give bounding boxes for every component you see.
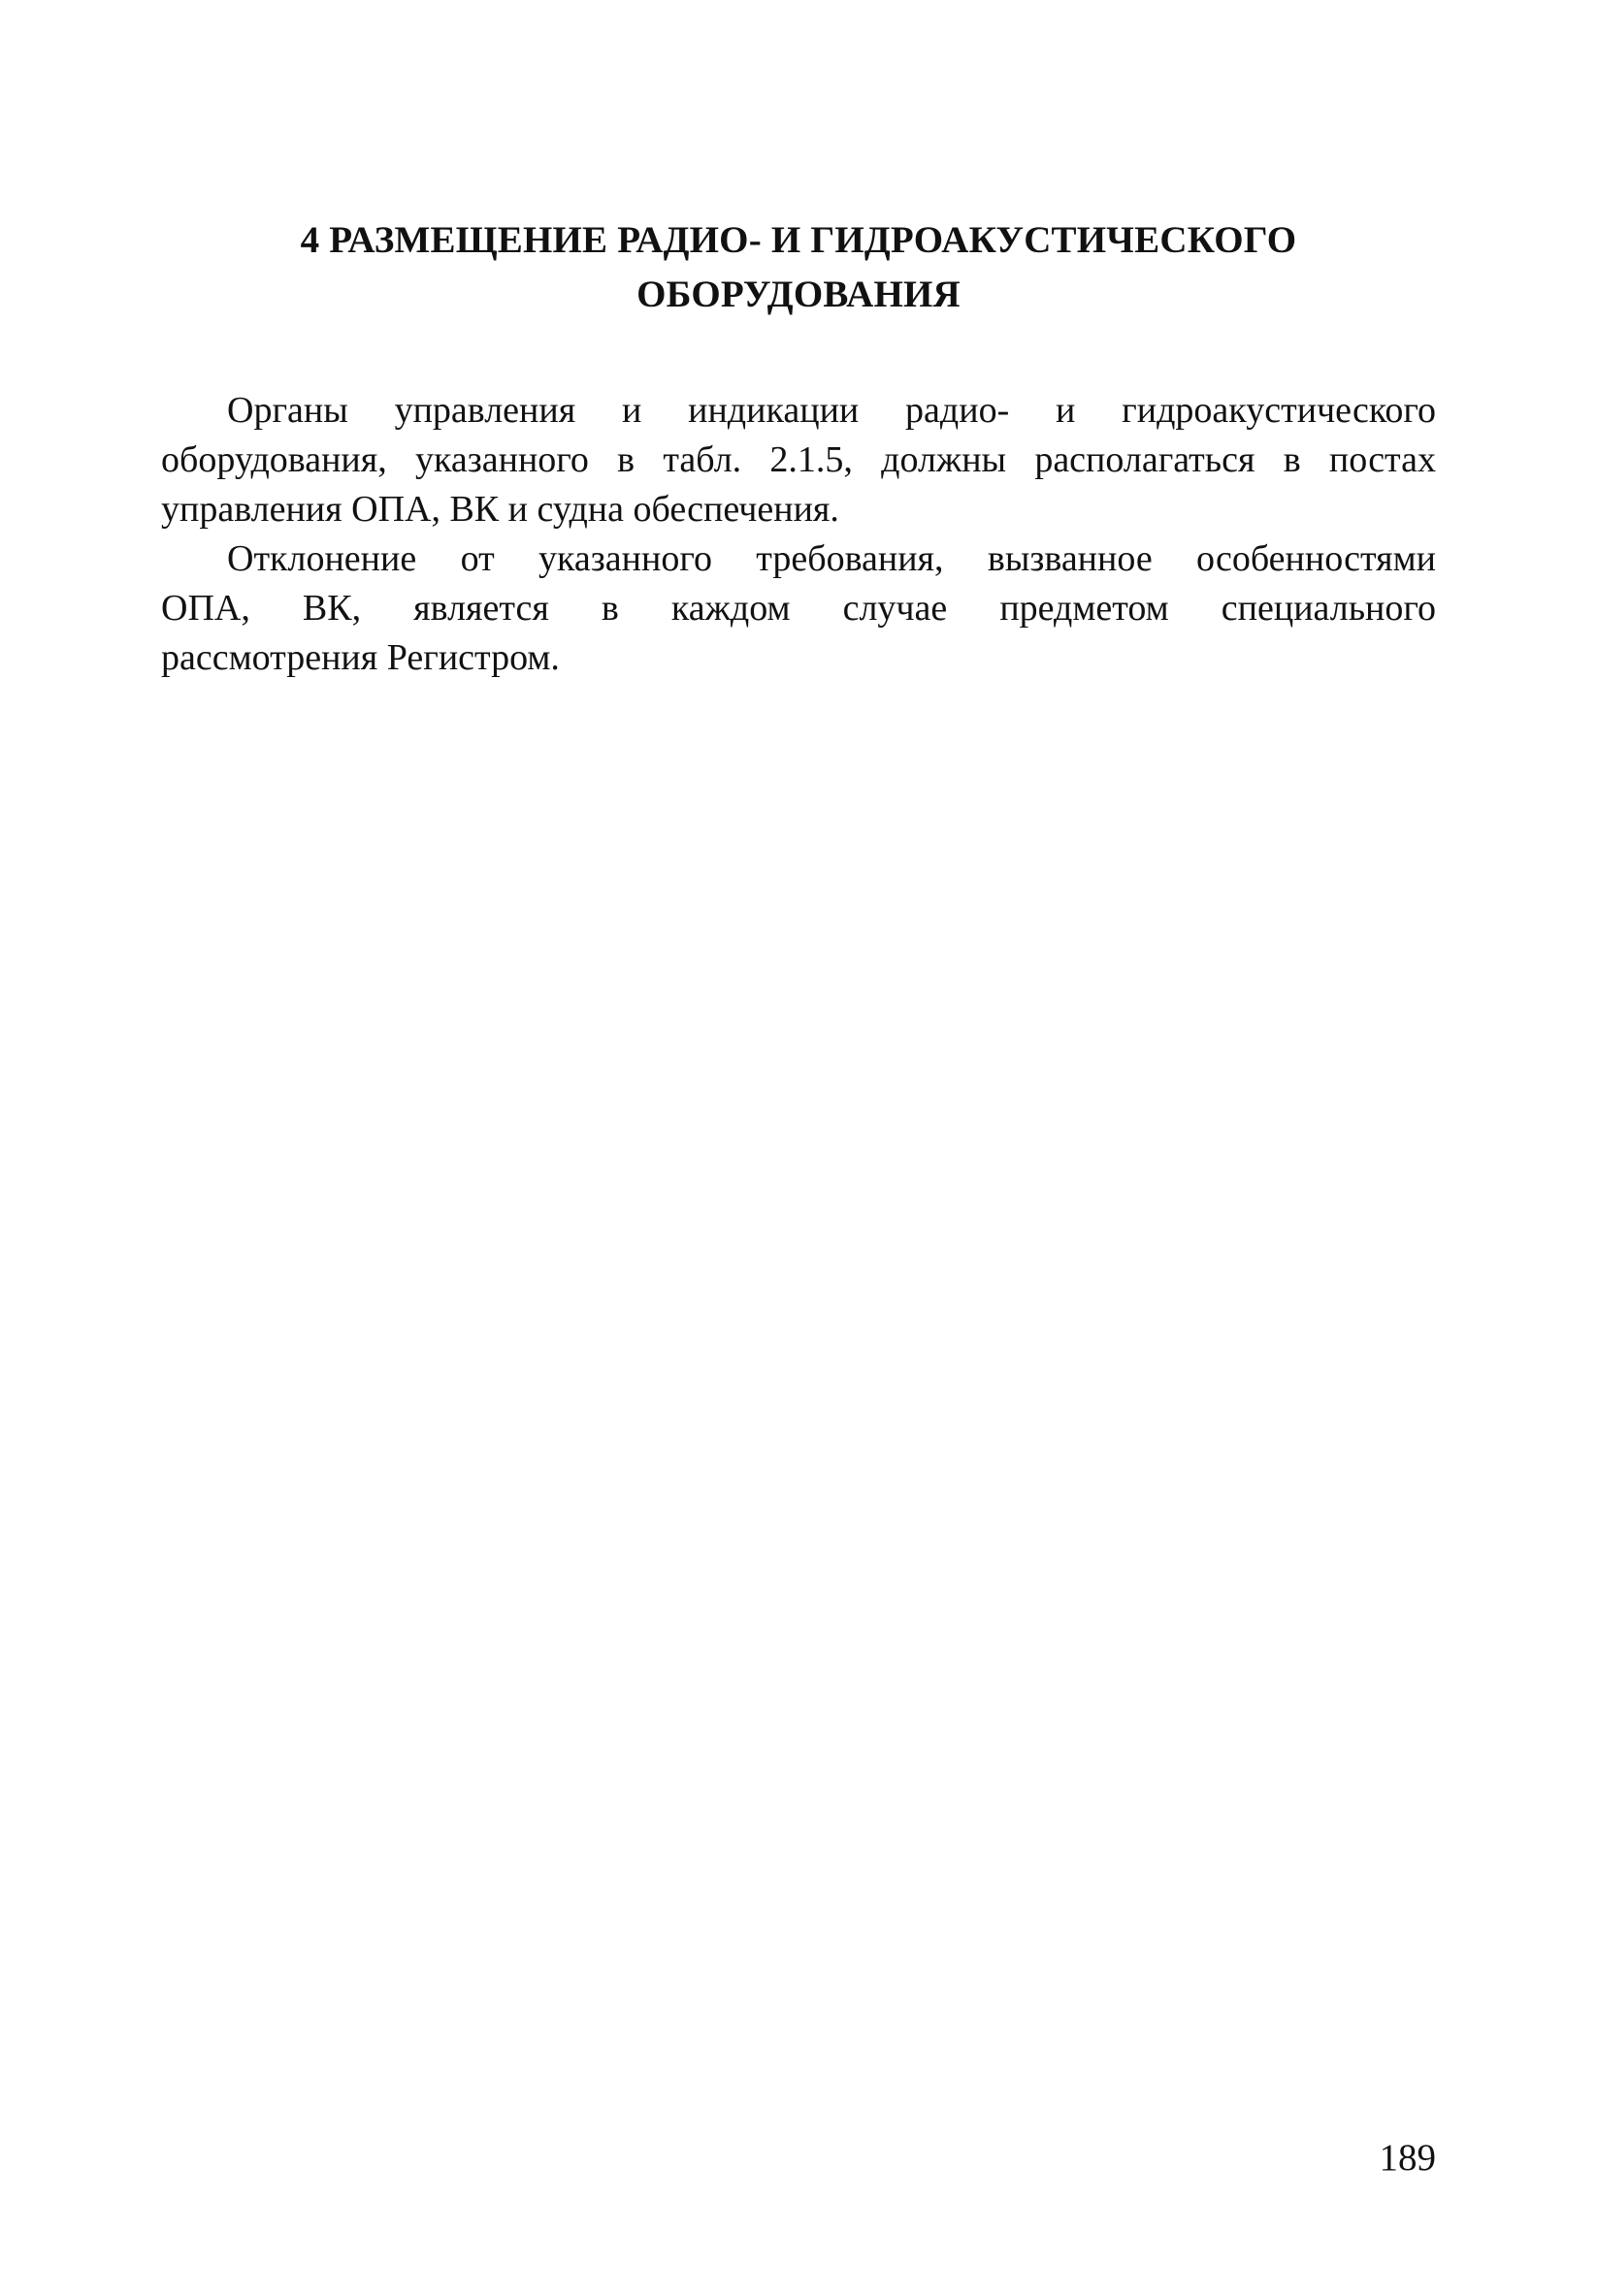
paragraph-1-line-1: Органы управления и индикации радио- и гидроакустического xyxy=(227,390,1436,431)
section-heading-line-2: ОБОРУДОВАНИЯ xyxy=(636,274,961,315)
page-number: 189 xyxy=(1379,2137,1436,2179)
body-text xyxy=(161,386,1436,683)
section-heading-line-1: 4 РАЗМЕЩЕНИЕ РАДИО- И ГИДРОАКУСТИЧЕСКОГО xyxy=(300,219,1297,261)
paragraph-1-line-2: оборудования, указанного в табл. 2.1.5, должны располагаться в постах xyxy=(161,439,1436,480)
paragraph-1 xyxy=(161,386,1436,534)
section-heading xyxy=(161,213,1436,322)
paragraph-2-line-3: рассмотрения Регистром. xyxy=(161,637,560,678)
paragraph-2-line-1: Отклонение от указанного требования, вызванное особенностями xyxy=(227,538,1436,579)
paragraph-2 xyxy=(161,534,1436,683)
paragraph-1-line-3: управления ОПА, ВК и судна обеспечения. xyxy=(161,489,839,530)
paragraph-2-line-2: ОПА, ВК, является в каждом случае предметом специального xyxy=(161,588,1436,629)
